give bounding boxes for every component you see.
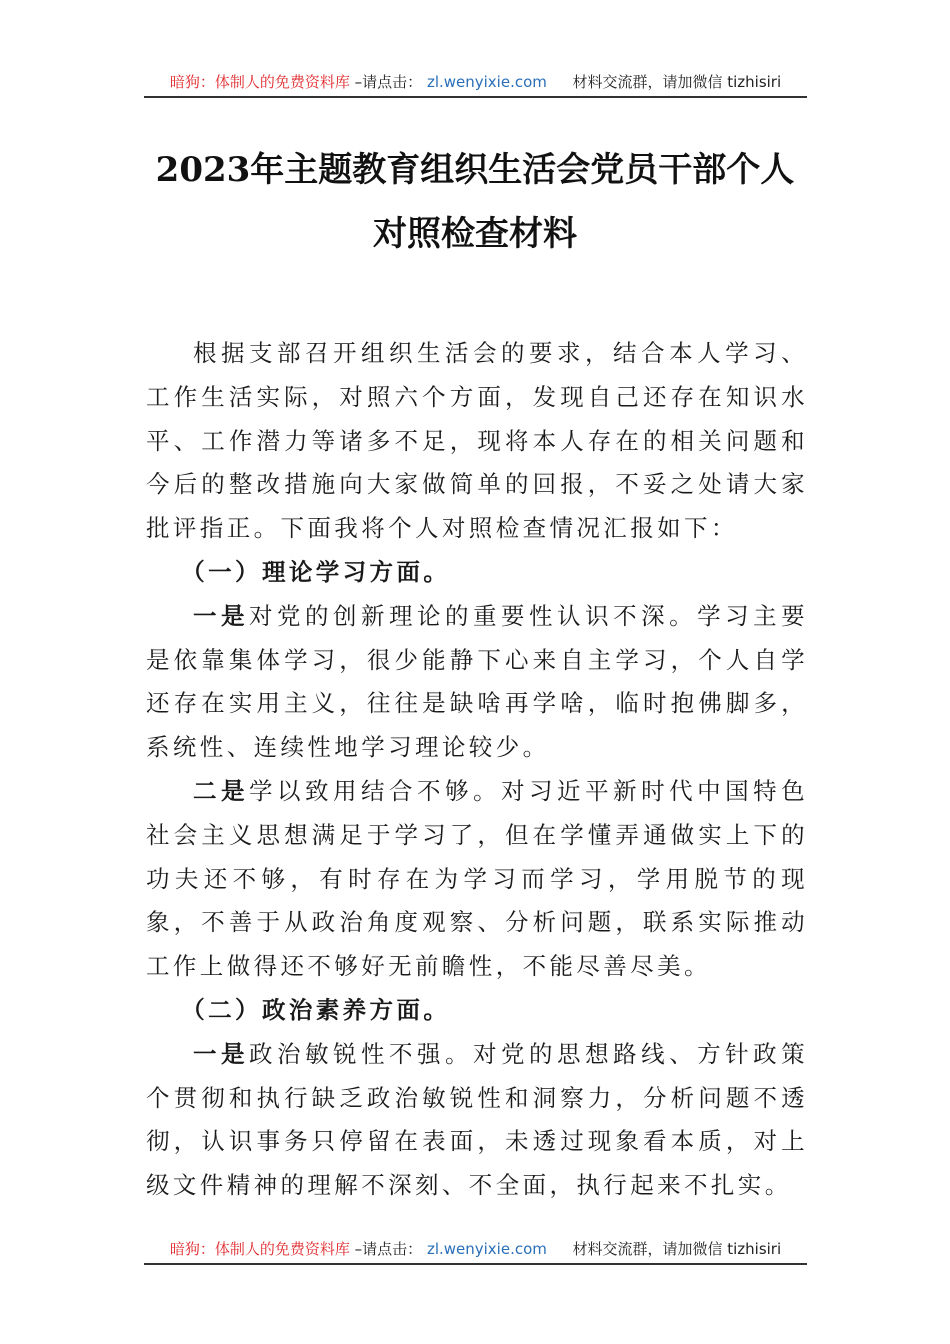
item-lead: 一是 [193,1039,250,1068]
item-text: 对党的创新理论的重要性认识不深。学习主要是依靠集体学习，很少能静下心来自主学习，个人自学还存在实用主义，往往是缺啥再学啥，临时抱佛脚多，系统性、连续性地学习理论较少。 [146,601,808,762]
document-body [146,332,808,1208]
section-item [146,770,808,989]
item-text: 政治敏锐性不强。对党的思想路线、方针政策个贯彻和执行缺乏政治敏锐性和洞察力，分析问题不透彻，认识事务只停留在表面，未透过现象看本质，对上级文件精神的理解不深刻、不全面，执行起来不扎实。 [146,1039,808,1200]
document-title-line-2: 对照检查材料 [373,214,577,254]
section-item [146,595,808,770]
item-lead: 一是 [193,601,250,630]
intro-paragraph: 根据支部召开组织生活会的要求，结合本人学习、工作生活实际，对照六个方面，发现自己还存在知识水平、工作潜力等诸多不足，现将本人存在的相关问题和今后的整改措施向大家做简单的回报，不妥之处请大家批评指正。下面我将个人对照检查情况汇报如下： [146,339,808,543]
footer-banner [144,1237,807,1265]
item-lead: 二是 [193,776,250,805]
banner-contact: 材料交流群，请加微信 tizhisiri [572,1240,782,1258]
banner-click-prompt: –请点击： [354,73,423,91]
banner-url-link[interactable]: zl.wenyixie.com [426,1240,547,1258]
section-heading: （二）政治素养方面。 [181,995,451,1024]
banner-contact: 材料交流群，请加微信 tizhisiri [572,73,782,91]
banner-site-name: 暗狗：体制人的免费资料库 [169,1240,350,1258]
header-banner [144,70,807,98]
banner-click-prompt: –请点击： [354,1240,423,1258]
item-text: 学以致用结合不够。对习近平新时代中国特色社会主义思想满足于学习了，但在学懂弄通做实上下的功夫还不够，有时存在为学习而学习，学用脱节的现象，不善于从政治角度观察、分析问题，联系实际推动工作上做得还不够好无前瞻性，不能尽善尽美。 [146,776,808,981]
document-title-line-1: 2023年主题教育组织生活会党员干部个人 [155,150,795,190]
section-item [146,1033,808,1208]
section-heading: （一）理论学习方面。 [181,557,451,586]
banner-site-name: 暗狗：体制人的免费资料库 [169,73,350,91]
banner-url-link[interactable]: zl.wenyixie.com [426,73,547,91]
